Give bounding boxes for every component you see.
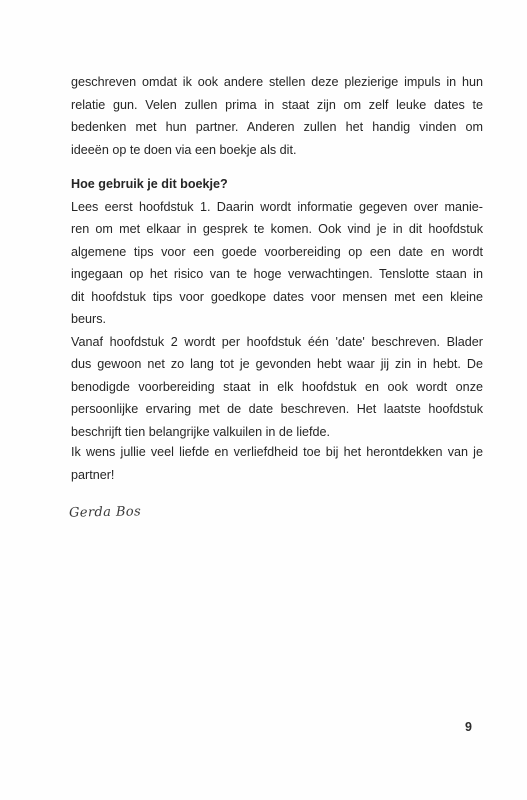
text-line: bedenken met hun partner. Anderen zullen het handig vinden om (71, 120, 483, 134)
text-line: geschreven omdat ik ook andere stellen deze plezierige impuls in hun (71, 75, 483, 89)
intro-paragraph (71, 71, 483, 161)
text-line: dit hoofdstuk tips voor goedkope dates voor mensen met een kleine (71, 289, 483, 304)
closing-paragraph (71, 441, 483, 486)
text-line: persoonlijke ervaring met de date beschreven. Het laatste hoofdstuk (71, 402, 483, 416)
text-line: partner! (71, 467, 115, 482)
text-line: ren om met elkaar in gesprek te komen. Ook vind je in dit hoofdstuk (71, 222, 483, 236)
text-line: beschrijft tien belangrijke valkuilen in de liefde. (71, 424, 331, 439)
section-heading: Hoe gebruik je dit boekje? (71, 177, 228, 191)
text-line: Vanaf hoofdstuk 2 wordt per hoofdstuk één 'date' beschreven. Blader (71, 334, 483, 349)
text-line: ingegaan op het risico van te hoge verwachtingen. Tenslotte staan in (71, 267, 483, 281)
text-line: beurs. (71, 312, 107, 326)
text-line: algemene tips voor een goede voorbereiding op een date en wordt (71, 244, 483, 259)
text-line: dus gewoon net zo lang tot je gevonden hebt waar jij zin in hebt. De (71, 357, 483, 371)
page-number: 9 (465, 720, 472, 734)
text-line: benodigde voorbereiding staat in elk hoofdstuk en ook wordt onze (71, 379, 483, 394)
author-signature: Gerda Bos (68, 504, 142, 521)
text-line: relatie gun. Velen zullen prima in staat zijn om zelf leuke dates te (71, 97, 483, 112)
text-line: Ik wens jullie veel liefde en verliefdheid toe bij het herontdekken van je (71, 445, 483, 459)
usage-section (71, 173, 483, 443)
text-line: ideeën op te doen via een boekje als dit. (71, 142, 297, 157)
text-line: Lees eerst hoofdstuk 1. Daarin wordt informatie gegeven over manie- (71, 199, 483, 214)
